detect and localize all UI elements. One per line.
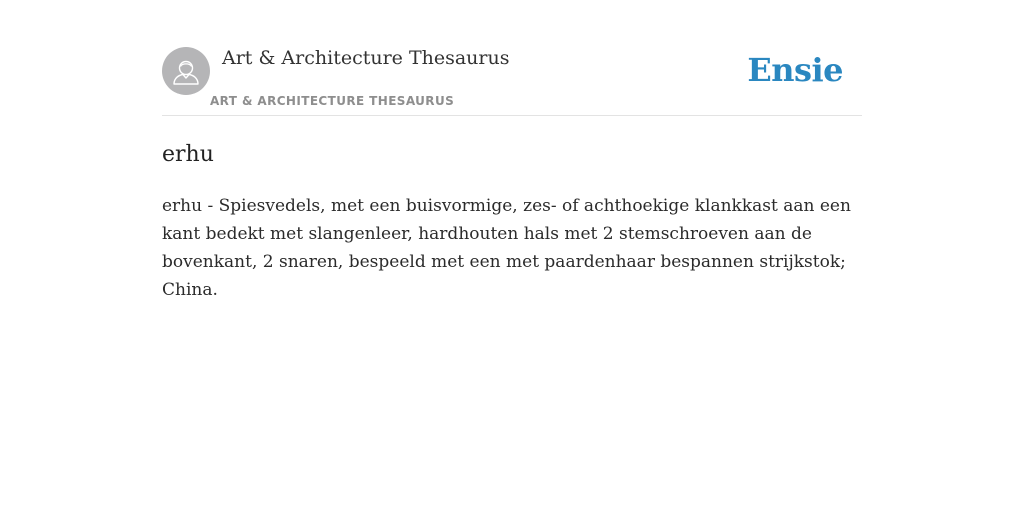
definition-text: erhu - Spiesvedels, met een buisvormige, zes- of achthoekige klankkast aan een kant bedekt met slangenleer, hardhouten hals met 2 stemschroeven aan de bovenkant, 2 snaren, bespeeld met een met paardenhaar bespannen strijkstok; China.: [162, 196, 851, 300]
ensie-logo[interactable]: Ensie: [747, 51, 843, 89]
entry-header: [162, 40, 862, 116]
author-name[interactable]: Art & Architecture Thesaurus: [222, 47, 510, 69]
avatar[interactable]: [162, 47, 210, 95]
user-silhouette-icon: [162, 47, 210, 95]
term-title: erhu: [162, 142, 214, 167]
author-source[interactable]: ART & ARCHITECTURE THESAURUS: [210, 94, 455, 108]
